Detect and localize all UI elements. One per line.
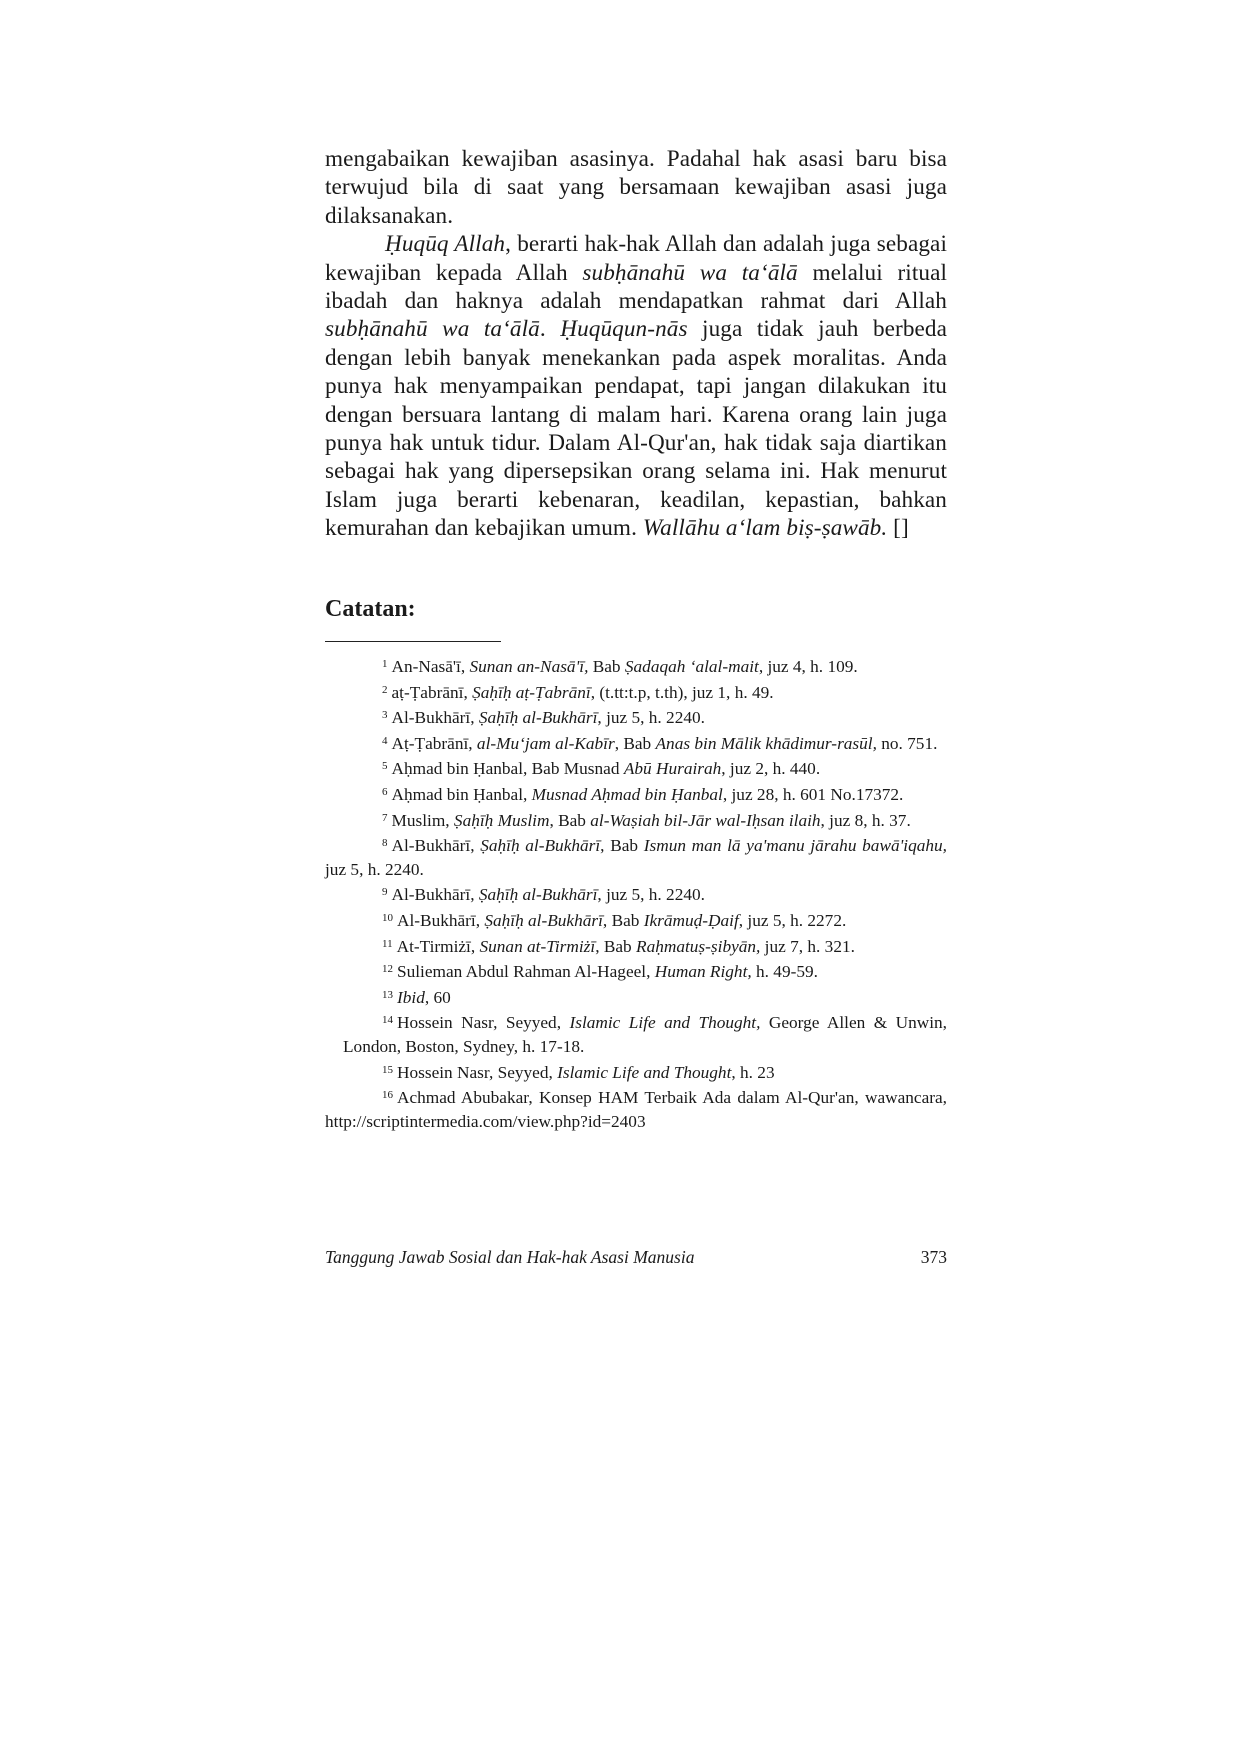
footnote: $^{13}$ Ibid, 60 xyxy=(382,987,451,1007)
notes-divider xyxy=(325,641,501,642)
footnotes xyxy=(325,653,947,1133)
term-huququn-nas: Ḥuqūqun-nās xyxy=(560,316,688,343)
page-number: 373 xyxy=(920,1247,947,1267)
footnote: $^1$ An-Nasā'ī, Sunan an-Nasā'ī, Bab Ṣadaqah ‘alal-mait, juz 4, h. 109. xyxy=(382,657,858,676)
page-footer xyxy=(325,1247,947,1268)
body-text xyxy=(325,145,947,543)
term-huquq-allah: Ḥuqūq Allah xyxy=(385,231,506,258)
term-wallahu: Wallāhu a‘lam biṣ-ṣawāb. xyxy=(642,515,888,542)
footnote: $^4$ Aṭ-Ṭabrānī, al-Mu‘jam al-Kabīr, Bab Anas bin Mālik khādimur-rasūl, no. 751. xyxy=(382,733,938,753)
footnote: $^6$ Aḥmad bin Ḥanbal, Musnad Aḥmad bin Ḥanbal, juz 28, h. 601 No.17372. xyxy=(382,784,904,804)
footnote: $^{11}$ At-Tirmiżī, Sunan at-Tirmiżī, Bab Raḥmatuṣ-ṣibyān, juz 7, h. 321. xyxy=(382,936,855,956)
footnote: $^5$ Aḥmad bin Ḥanbal, Bab Musnad Abū Hurairah, juz 2, h. 440. xyxy=(382,759,821,779)
footnote: $^{14}$ Hossein Nasr, Seyyed, Islamic Life and Thought, George Allen & Unwin, London, Boston, Sydney, h. 17-18. xyxy=(343,1013,947,1056)
footnote: $^2$ aṭ-Ṭabrānī, Ṣaḥīḥ aṭ-Ṭabrānī, (t.tt:t.p, t.th), juz 1, h. 49. xyxy=(382,682,774,702)
paragraph-1: mengabaikan kewajiban asasinya. Padahal hak asasi baru bisa terwujud bila di saat yang bersamaan kewajiban asasi juga dilaksanakan. xyxy=(325,146,947,229)
footnote: $^7$ Muslim, Ṣaḥīḥ Muslim, Bab al-Waṣiah bil-Jār wal-Iḥsan ilaih, juz 8, h. 37. xyxy=(382,810,911,830)
footnote: $^{15}$ Hossein Nasr, Seyyed, Islamic Life and Thought, h. 23 xyxy=(382,1062,775,1082)
footnote: $^{16}$ Achmad Abubakar, Konsep HAM Terbaik Ada dalam Al-Qur'an, wawancara, http://scriptintermedia.com/view.php?id=2403 xyxy=(325,1088,947,1131)
footnote: $^3$ Al-Bukhārī, Ṣaḥīḥ al-Bukhārī, juz 5, h. 2240. xyxy=(382,708,705,728)
term-subhanahu: subḥānahū wa ta‘ālā xyxy=(325,316,540,343)
running-title: Tanggung Jawab Sosial dan Hak-hak Asasi Manusia xyxy=(325,1247,695,1267)
footnote: $^9$ Al-Bukhārī, Ṣaḥīḥ al-Bukhārī, juz 5, h. 2240. xyxy=(382,885,705,905)
footnote: $^8$ Al-Bukhārī, Ṣaḥīḥ al-Bukhārī, Bab Ismun man lā ya'manu jārahu bawā'iqahu, juz 5, h. 2240. xyxy=(325,836,947,879)
paragraph-2: Ḥuqūq Allah, berarti hak-hak Allah dan adalah juga sebagai kewajiban kepada Allah subḥānahū wa ta‘ālā melalui ritual ibadah dan haknya adalah mendapatkan rahmat dari Allah subḥānahū wa ta‘ālā. Ḥuqūqun-nās juga tidak jauh berbeda dengan lebih banyak menekankan pada aspek moralitas. Anda punya hak menyampaikan pendapat, tapi jangan dilakukan itu dengan bersuara lantang di malam hari. Karena orang lain juga punya hak untuk tidur. Dalam Al-Qur'an, hak tidak saja diartikan sebagai hak yang dipersepsikan orang selama ini. Hak menurut Islam juga berarti kebenaran, keadilan, kepastian, bahkan kemurahan dan kebajikan umum. Wallāhu a‘lam biṣ-ṣawāb. [] xyxy=(325,231,948,542)
footnote: $^{12}$ Sulieman Abdul Rahman Al-Hageel, Human Right, h. 49-59. xyxy=(382,962,818,982)
term-subhanahu: subḥānahū wa ta‘ālā xyxy=(582,259,798,286)
footnote: $^{10}$ Al-Bukhārī, Ṣaḥīḥ al-Bukhārī, Bab Ikrāmuḍ-Ḍaif, juz 5, h. 2272. xyxy=(382,910,847,930)
notes-heading: Catatan: xyxy=(325,596,416,622)
